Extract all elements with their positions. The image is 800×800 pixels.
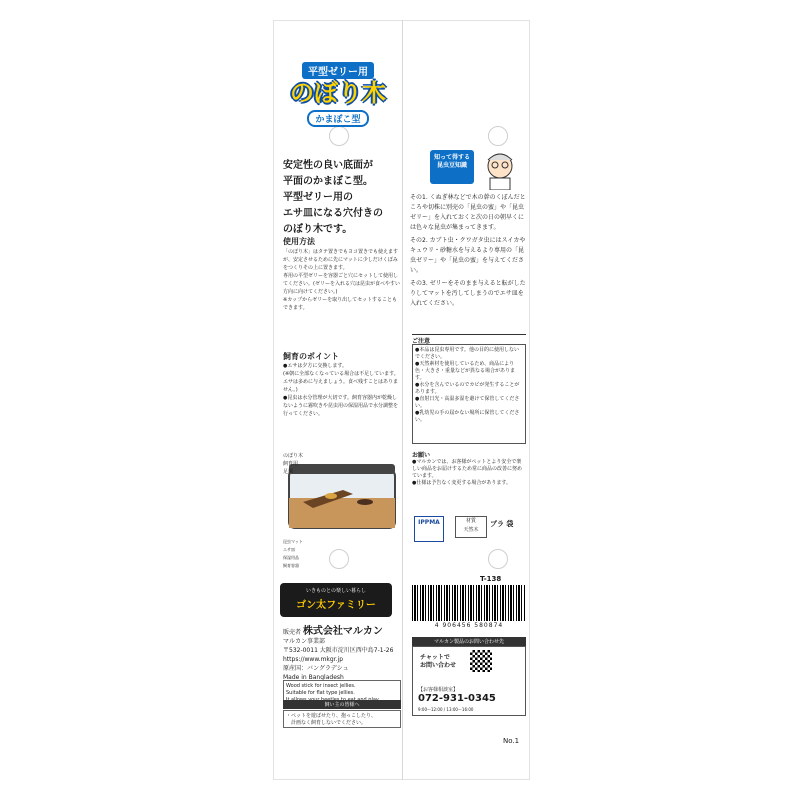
ippma-mark: IPPMA xyxy=(414,516,444,542)
points-text: ●エサは夕方に交換します。 (※朝に全部なくなっている場合は不足しています。エサは多めに与えましょう。食べ残すことはありません。) ●昆虫は水分管理が大切です。飼育容器内が乾燥しないように霧吹きや昆虫用の保湿用品で水分調整を行ってください。 xyxy=(283,363,399,417)
illus-label-bottom xyxy=(283,530,401,570)
barcode-number: 4 906456 580874 xyxy=(434,622,504,629)
logo-sub: かまぼこ型 xyxy=(307,110,368,127)
hanger-hole-icon xyxy=(329,126,349,146)
contact-title: マルカン製品のお問い合わせ先 xyxy=(412,637,526,646)
caution-title: ご注意 xyxy=(412,334,526,345)
tip-2: その2. カブト虫・クワガタ虫にはスイカやキュウリ・砂糖水を与えるより専用の「昆虫ゼリー」や「昆虫の蜜」を与えてください。 xyxy=(410,237,526,274)
english-description: Wood stick for insect jellies. Suitable for flat type jellies. xyxy=(283,680,401,707)
usage-text: 「のぼり木」はタテ置きでもヨコ置きでも使えますが、安定させるために先にマットに少しだけくぼみをつくりその上に置きます。 専用の平型ゼリーを容器ごと穴にセットして使用してください。(ゼリーを入れる穴は昆虫が食べやすい方向に向けてください。) ※カップからゼリーを取り出してセットすることもできます。 xyxy=(283,249,400,311)
hanger-hole-icon xyxy=(488,549,508,569)
tip-3: その3. ゼリーをそのまま与えると転がしたりしてマットを汚してしまうのでエサ皿を入れてください。 xyxy=(410,280,526,307)
usage-title: 使用方法 xyxy=(283,237,315,246)
label-noboriki: のぼり木 xyxy=(283,453,304,459)
plastic-recycle-mark: プラ 袋 xyxy=(490,520,514,528)
label-mat: 昆虫マット xyxy=(283,539,303,544)
logo-top: 平型ゼリー用 xyxy=(302,62,374,79)
badge-text: 知って得する 昆虫豆知識 xyxy=(433,154,470,169)
logo-main: のぼり木 xyxy=(290,79,386,107)
origin-made-in: Made in Bangladesh xyxy=(283,674,344,681)
points-title: 飼育のポイント xyxy=(283,352,339,361)
tips-list xyxy=(410,193,528,312)
seller-url: https://www.mkgr.jp xyxy=(283,656,344,663)
tip-1: その1. くぬぎ林などで木の幹のくぼんだところや切株に別売の「昆虫の蜜」や「昆虫ゼリー」を入れておくと次の日の朝早くには色々な昆虫が集まってきます。 xyxy=(410,194,526,231)
professor-icon xyxy=(478,148,522,190)
product-code: T-138 xyxy=(480,575,502,583)
headline: 安定性の良い底面が 平面のかまぼこ型。 平型ゼリー用の エサ皿になる穴付きの のぼり木です。 xyxy=(283,160,383,235)
phone-label: 【お客様相談室】 xyxy=(418,687,459,693)
label-ashiba: 足場 xyxy=(283,469,294,475)
illus-label xyxy=(283,444,401,476)
label-shiiku: 飼育用 xyxy=(283,461,299,467)
product-logo xyxy=(285,60,391,127)
origin-label: 原産国：バングラデシュ xyxy=(283,665,349,672)
warning-text: ・ペットを遊ばせたり、抱っこしたり、 計画なく飼育しないでください。 xyxy=(283,710,401,728)
barcode xyxy=(412,585,526,621)
fold-line xyxy=(402,20,403,780)
seller-prefix: 販売者 xyxy=(283,629,302,636)
tips-badge xyxy=(430,150,474,184)
phone-hours: 9:00〜12:00 / 13:00〜16:00 xyxy=(418,707,474,712)
material-text: 材質 天然木 xyxy=(463,518,479,533)
chat-label: チャットで お問い合わせ xyxy=(420,654,457,669)
label-esazara: エサ皿 xyxy=(283,547,295,552)
hanger-hole-icon xyxy=(488,126,508,146)
seller-info xyxy=(283,627,401,682)
caution-text: ●本品は昆虫専用です。他の目的に使用しないでください。 ●天然素材を使用しているため、商品により色・大きさ・重量などが異なる場合があります。 ●水分を含んでいるのでカビが発生することがあります。 ●直射日光・高温多湿を避けて保管してください。 ●乳幼児の手の届かない場所に保管してください。 xyxy=(412,344,526,444)
seller-company: 株式会社マルカン xyxy=(302,626,383,637)
seller-office: マルカン事業部 xyxy=(283,638,326,645)
notice-title: お願い xyxy=(412,452,431,459)
label-container: 飼育容器 xyxy=(283,563,299,568)
brand-tagline: いきものとの楽しい暮らし xyxy=(305,588,366,594)
brand-logo xyxy=(280,583,392,617)
brand-name: ゴン太ファミリー xyxy=(296,600,376,611)
label-hoshitsu: 保湿用品 xyxy=(283,555,299,560)
qr-code-icon xyxy=(470,650,492,672)
material-mark xyxy=(455,516,487,538)
page-number: No.1 xyxy=(503,737,520,745)
seller-address: 〒532-0011 大阪市淀川区西中島7-1-26 xyxy=(283,647,394,654)
warning-title: 飼い主の皆様へ xyxy=(283,700,401,709)
phone-number: 072-931-0345 xyxy=(418,693,496,704)
notice-text: ●マルカンでは、お客様がペットとより安全で楽しい商品をお届けするため常に商品の改善に努めています。 ●仕様は予告なく変更する場合があります。 xyxy=(412,459,523,486)
